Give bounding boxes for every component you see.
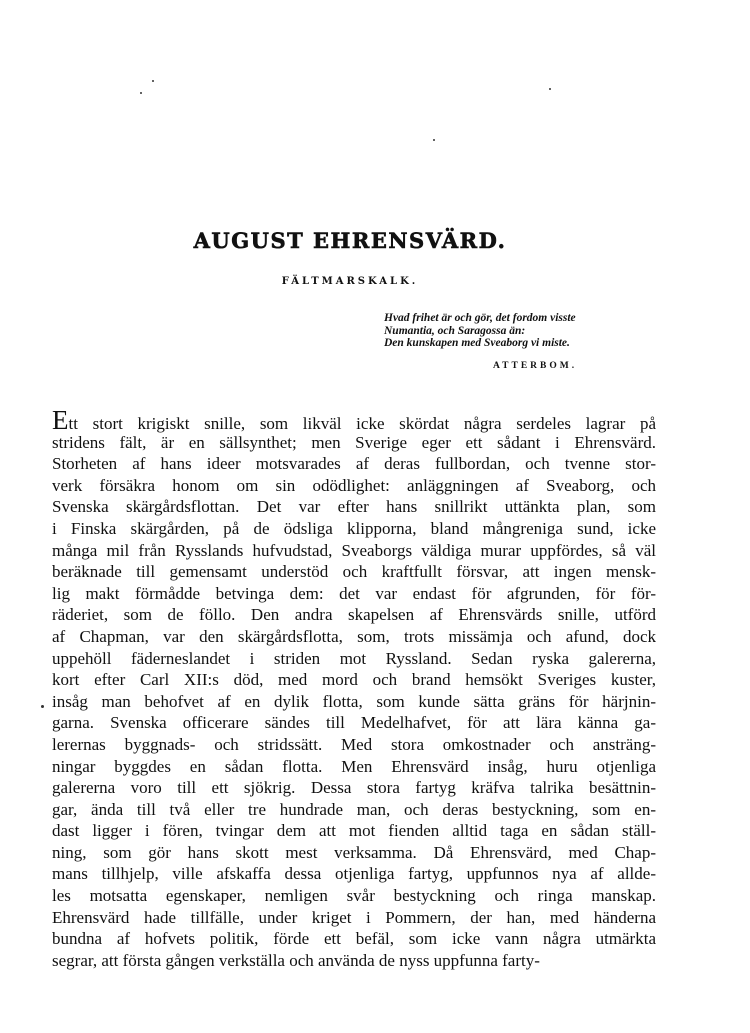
page-subtitle: FÄLTMARSKALK. xyxy=(281,276,419,287)
body-line: många mil från Rysslands hufvudstad, Sveaborgs väldiga murar uppfördes, så väl xyxy=(52,540,656,560)
scan-speck xyxy=(433,139,435,141)
body-line: ningar byggdes en sådan flotta. Men Ehrensvärd insåg, huru otjenliga xyxy=(52,756,656,776)
scan-speck xyxy=(152,80,154,82)
body-line: gar, ända till två eller tre hundrade man, och deras bestyckning, som en- xyxy=(52,799,656,819)
body-line: stridens fält, är en sällsynthet; men Sverige eger ett sådant i Ehrensvärd. xyxy=(52,432,656,452)
body-line: galererna voro till ett sjökrig. Dessa stora fartyg kräfva talrika besättnin- xyxy=(52,778,656,798)
scan-speck xyxy=(140,92,142,94)
body-line: kort efter Carl XII:s död, med mord och brand hemsökt Sveriges kuster, xyxy=(52,670,656,690)
body-line-text: tt stort krigiskt snille, som likväl icke skördat några serdeles lagrar på xyxy=(68,414,656,433)
body-line: beräknade till gemensamt understöd och kraftfullt försvar, att ingen mensk- xyxy=(52,562,656,582)
drop-cap: E xyxy=(52,405,69,435)
body-line: lerernas byggnads- och stridssätt. Med stora omkostnader och ansträng- xyxy=(52,734,656,754)
body-line: garna. Svenska officerare sändes till Medelhafvet, för att lära känna ga- xyxy=(52,713,656,733)
body-line: uppehöll fäderneslandet i striden mot Ryssland. Sedan ryska galererna, xyxy=(52,648,656,668)
body-line: lig makt förmådde betvinga dem: det var endast för afgrunden, för för- xyxy=(52,583,656,603)
body-line: räderiet, som de föllo. Den andra skapelsen af Ehrensvärds snille, utförd xyxy=(52,605,656,625)
scan-speck xyxy=(41,705,44,708)
body-text xyxy=(52,405,656,971)
epigraph-line: Hvad frihet är och gör, det fordom visste xyxy=(384,312,576,324)
page-title: AUGUST EHRENSVÄRD. xyxy=(193,228,507,253)
body-line: insåg man behofvet af en dylik flotta, som kunde sätta gräns för härjnin- xyxy=(52,691,656,711)
epigraph xyxy=(384,312,674,350)
body-line: Storheten af hans ideer motsvarades af deras fullbordan, och tvenne stor- xyxy=(52,454,656,474)
body-line: Svenska skärgårdsflottan. Det var efter hans snillrikt uttänkta plan, som xyxy=(52,497,656,517)
body-line: verk försäkra honom om sin odödlighet: anläggningen af Sveaborg, och xyxy=(52,475,656,495)
epigraph-line: Den kunskapen med Sveaborg vi miste. xyxy=(384,337,570,349)
body-line: ning, som gör hans skott mest verksamma. Då Ehrensvärd, med Chap- xyxy=(52,842,656,862)
body-line: les motsatta egenskaper, nemligen svår bestyckning och ringa manskap. xyxy=(52,886,656,906)
epigraph-line: Numantia, och Saragossa än: xyxy=(384,324,526,337)
body-line: bundna af hofvets politik, förde ett befäl, som icke vann några utmärkta xyxy=(52,929,656,949)
body-line: i Finska skärgården, på de ödsliga klipporna, bland mångreniga sund, icke xyxy=(52,518,656,538)
body-line: af Chapman, var den skärgårdsflotta, som, trots missämja och afund, dock xyxy=(52,626,656,646)
epigraph-attribution: ATTERBOM. xyxy=(493,361,578,371)
scan-speck xyxy=(549,88,551,90)
body-line: mans tillhjelp, ville afskaffa dessa otjenliga fartyg, uppfunnos nya af allde- xyxy=(52,864,656,884)
body-line: dast ligger i fören, tvingar dem att mot fienden alltid taga en sådan ställ- xyxy=(52,821,656,841)
body-line: Ehrensvärd hade tillfälle, under kriget i Pommern, der han, med händerna xyxy=(52,907,656,927)
body-line: segrar, att första gången verkställa och använda de nyss uppfunna farty- xyxy=(52,950,540,970)
body-line xyxy=(52,405,656,435)
